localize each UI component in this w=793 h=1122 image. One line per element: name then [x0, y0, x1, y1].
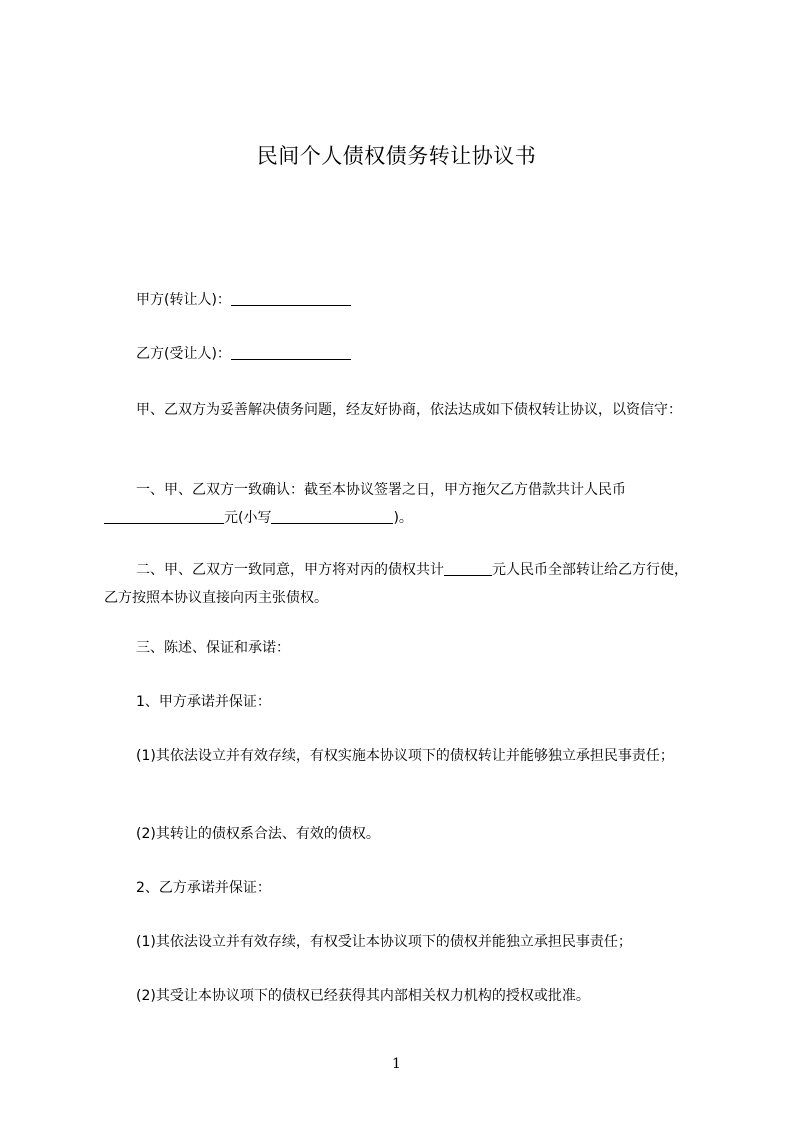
clause-1-text: 一、甲、乙双方一致确认：截至本协议签署之日，甲方拖欠乙方借款共计人民币 — [136, 482, 626, 498]
sub-1-heading: 1、甲方承诺并保证： — [136, 694, 271, 710]
clause-2-rest: 元人民币全部转让给乙方行使，乙方按照本协议直接向丙主张债权。 — [104, 562, 688, 606]
sub-2-heading: 2、乙方承诺并保证： — [136, 880, 271, 896]
clause-2-paragraph — [104, 556, 700, 612]
clause-1-amount-blank[interactable] — [104, 507, 224, 524]
clause-1-yuan: 元(小写 — [224, 510, 272, 526]
intro-paragraph: 甲、乙双方为妥善解决债务问题，经友好协商，依法达成如下债权转让协议，以资信守： — [136, 402, 682, 418]
document-title: 民间个人债权债务转让协议书 — [256, 144, 537, 168]
party-b-line — [136, 340, 351, 368]
clause-2-amount-blank[interactable] — [444, 559, 492, 576]
clause-1-small-blank[interactable] — [271, 507, 393, 524]
sub-1-item-1: (1)其依法设立并有效存续，有权实施本协议项下的债权转让并能够独立承担民事责任； — [136, 748, 674, 764]
clause-2-text: 二、甲、乙双方一致同意，甲方将对丙的债权共计 — [136, 562, 444, 578]
page-number: 1 — [392, 1056, 401, 1072]
party-a-label: 甲方(转让人)： — [136, 292, 231, 308]
sub-1-item-2: (2)其转让的债权系合法、有效的债权。 — [136, 826, 380, 842]
party-a-line — [136, 286, 351, 314]
sub-2-item-2: (2)其受让本协议项下的债权已经获得其内部相关权力机构的授权或批准。 — [136, 988, 590, 1004]
sub-2-item-1: (1)其依法设立并有效存续，有权受让本协议项下的债权并能独立承担民事责任； — [136, 934, 632, 950]
clause-3-heading: 三、陈述、保证和承诺： — [136, 640, 290, 656]
party-b-blank[interactable] — [231, 343, 351, 360]
clause-1-paragraph — [104, 476, 700, 532]
party-a-blank[interactable] — [231, 289, 351, 306]
party-b-label: 乙方(受让人)： — [136, 346, 231, 362]
clause-1-end: )。 — [393, 510, 413, 526]
